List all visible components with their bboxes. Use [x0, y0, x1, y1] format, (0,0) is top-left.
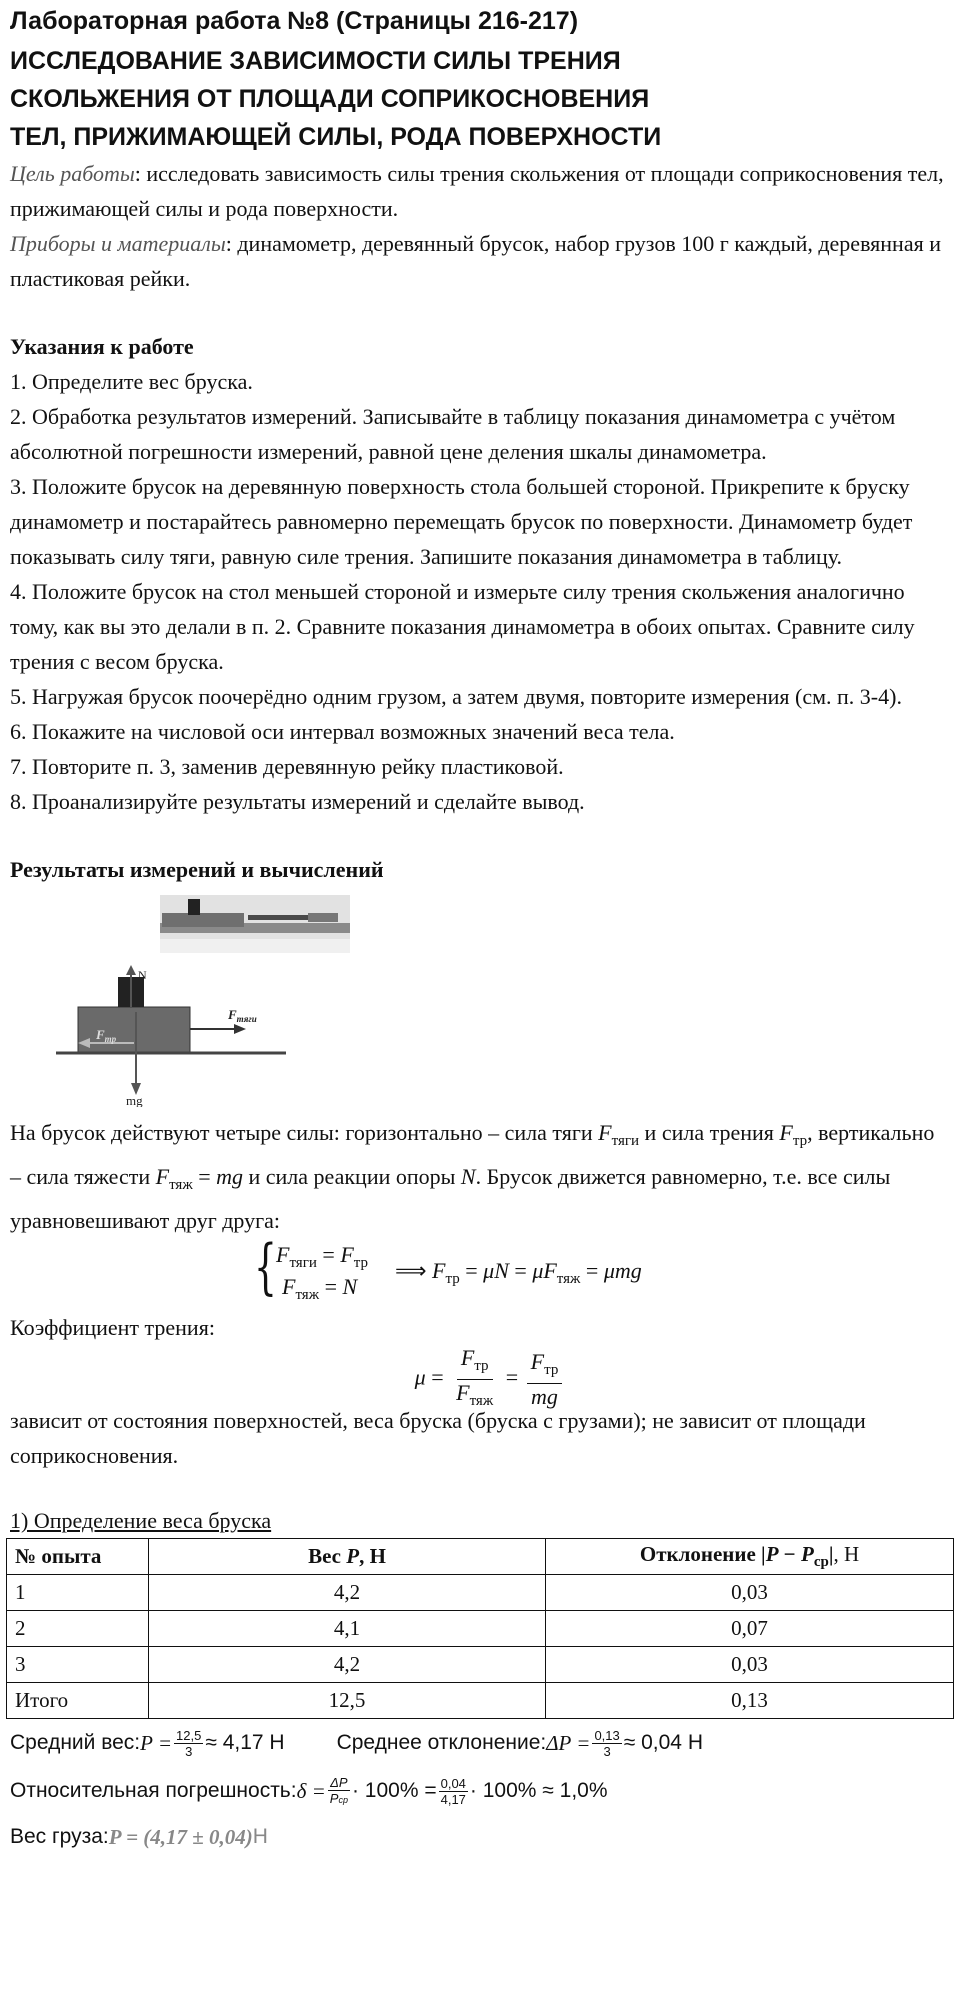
rel-fraction: [328, 1775, 350, 1808]
col-header-text: cp: [813, 1554, 829, 1570]
col-header-text: |: [828, 1542, 834, 1566]
final-unit: Н: [252, 1825, 268, 1848]
forces-text: и сила реакции опоры: [243, 1164, 461, 1189]
sym-sub: тяги: [289, 1255, 317, 1271]
topic-line: ТЕЛ, ПРИЖИМАЮЩЕЙ СИЛЫ, РОДА ПОВЕРХНОСТИ: [10, 123, 662, 151]
sym: =: [580, 1258, 604, 1283]
coef-label: Коэффициент трения:: [10, 1315, 215, 1340]
cell-number: 2: [7, 1611, 149, 1647]
sym-sub: тяги: [611, 1133, 640, 1149]
sym: N: [460, 1164, 476, 1189]
avg-fraction: [174, 1728, 203, 1759]
table-row: [7, 1575, 954, 1611]
average-line: Средний вес: P = $\frac{12,5}{3}$ ≈ 4,17 Н Среднее отклонение: ΔP = $\frac{0,13}{3}$ ≈ 0,04 Н: [10, 1727, 703, 1759]
cell-deviation: 0,03: [546, 1575, 954, 1611]
col-header: № опыта: [7, 1539, 149, 1575]
sym: F: [282, 1274, 296, 1299]
forces-text: и сила трения: [639, 1120, 780, 1145]
col-header-text: , Н: [833, 1542, 860, 1566]
experiment-figure: [10, 887, 950, 1115]
cell-weight: 4,1: [149, 1611, 546, 1647]
sym: F: [432, 1258, 446, 1283]
balance-formula: [10, 1232, 950, 1310]
final-label: Вес груза:: [10, 1825, 109, 1848]
tools-label: Приборы и материалы: [10, 231, 226, 256]
goal-paragraph: [10, 156, 950, 226]
final-weight-line: [10, 1815, 950, 1859]
brace: {: [254, 1232, 277, 1302]
sym: =: [192, 1164, 217, 1189]
cell-number: Итого: [7, 1683, 149, 1719]
sym-sub: тр: [792, 1133, 808, 1149]
frac-num: ΔP: [330, 1774, 348, 1790]
cell-weight: 4,2: [149, 1575, 546, 1611]
rel-fraction-2: [439, 1776, 468, 1807]
label-f-fr: F: [96, 1027, 105, 1042]
cell-number: 3: [7, 1647, 149, 1683]
col-header-text: |P − P: [761, 1542, 814, 1566]
label-f-pull: F: [228, 1007, 237, 1022]
col-header: [546, 1539, 954, 1575]
weight-section-heading: 1) Определение веса бруска: [10, 1508, 272, 1533]
sym: =: [316, 1242, 341, 1267]
col-header-text: P: [346, 1544, 360, 1568]
dev-label: Среднее отклонение:: [336, 1731, 547, 1754]
sym: N: [342, 1274, 358, 1299]
frac-den: P: [329, 1790, 339, 1806]
frac-den: 3: [185, 1743, 193, 1759]
instruction-step: 5. Нагружая брусок поочерёдно одним грузом, а затем двумя, повторите измерения (см. п. 3-4).: [10, 684, 902, 709]
dev-result: ≈ 0,04 Н: [623, 1731, 703, 1754]
tools-text: : динамометр, деревянный брусок, набор грузов 100 г каждый, деревянная и пластиковая рейки.: [10, 231, 941, 291]
sym: μF: [532, 1258, 557, 1283]
friction-equation: [395, 1258, 642, 1288]
frac-num: 12,5: [176, 1727, 202, 1743]
sym: mg: [531, 1384, 558, 1409]
sym-sub: тяж: [169, 1177, 193, 1193]
forces-text: На брусок действуют четыре силы: горизонтально – сила тяги: [10, 1120, 599, 1145]
force-diagram: [56, 957, 296, 1107]
sym: μN: [483, 1258, 509, 1283]
cell-number: 1: [7, 1575, 149, 1611]
avg-label: Средний вес:: [10, 1731, 141, 1754]
tools-paragraph: [10, 226, 950, 296]
instruction-step: 7. Повторите п. 3, заменив деревянную рейку пластиковой.: [10, 754, 564, 779]
experiment-photo: [160, 895, 350, 953]
avg-result: ≈ 4,17 Н: [205, 1731, 285, 1754]
forces-text: . Брусок движется равномерно, т.е. все силы уравновешивают друг друга:: [10, 1164, 891, 1233]
label-f-pull-sub: тяги: [236, 1014, 257, 1024]
weight-table: [6, 1538, 954, 1719]
system-line-2: [282, 1274, 357, 1304]
sym: =: [500, 1364, 524, 1390]
sym-sub: тяж: [556, 1271, 581, 1287]
table-row: [7, 1683, 954, 1719]
col-header-text: , Н: [359, 1544, 386, 1568]
sym: F: [460, 1345, 475, 1370]
cell-deviation: 0,13: [546, 1683, 954, 1719]
sym: μ: [414, 1364, 426, 1390]
instruction-step: 1. Определите вес бруска.: [10, 369, 253, 394]
cell-deviation: 0,03: [546, 1647, 954, 1683]
sym: =: [425, 1364, 450, 1390]
sym-sub: тр: [474, 1358, 489, 1374]
document-page: [10, 0, 950, 1859]
sym-sub: тяж: [295, 1287, 320, 1303]
instruction-step: 6. Покажите на числовой оси интервал возможных значений веса тела.: [10, 719, 675, 744]
rel-label: Относительная погрешность:: [10, 1779, 297, 1802]
lab-topic: [10, 42, 950, 156]
sym: =: [459, 1258, 484, 1283]
sym: F: [276, 1242, 290, 1267]
sym: ⟹: [395, 1258, 433, 1283]
block-body: [78, 1007, 190, 1052]
rel-mid: · 100% =: [351, 1779, 437, 1802]
cell-weight: 4,2: [149, 1647, 546, 1683]
sym: =: [319, 1274, 343, 1299]
frac-num: 0,04: [440, 1775, 466, 1791]
sym: mg: [216, 1164, 243, 1189]
sym: F: [779, 1120, 793, 1145]
dev-fraction: [592, 1728, 621, 1759]
coef-formula: [10, 1345, 950, 1409]
fraction: [527, 1349, 563, 1410]
cell-deviation: 0,07: [546, 1611, 954, 1647]
instruction-step: 3. Положите брусок на деревянную поверхность стола большей стороной. Прикрепите к бруску динамометр и постарайтесь равномерно перемещать брусок по поверхности. Динамометр будет показывать силу тяги, равную силе трения. Запишите показания динамометра в таблицу.: [10, 474, 913, 569]
frac-den: 4,17: [440, 1791, 466, 1807]
svg-text:Fтяги: [227, 1007, 257, 1024]
table-row: [7, 1647, 954, 1683]
goal-text: : исследовать зависимость силы трения скольжения от площади соприкосновения тел, прижимающей силы и рода поверхности.: [10, 161, 944, 221]
instruction-step: 2. Обработка результатов измерений. Записывайте в таблицу показания динамометра с учётом абсолютной погрешности измерений, равной цене деления шкалы динамометра.: [10, 404, 896, 464]
sym: =: [508, 1258, 533, 1283]
sym: F: [598, 1120, 612, 1145]
system-line-1: [276, 1242, 368, 1272]
sym-sub: тяж: [469, 1393, 494, 1409]
depends-paragraph: зависит от состояния поверхностей, веса бруска (бруска с грузами); не зависит от площади соприкосновения.: [10, 1408, 866, 1468]
sym: F: [155, 1164, 170, 1189]
sym-sub: тр: [353, 1255, 369, 1271]
final-value: P = (4,17 ± 0,04): [108, 1824, 253, 1849]
label-n: N: [138, 968, 147, 982]
col-header: [149, 1539, 546, 1575]
instruction-step: 4. Положите брусок на стол меньшей стороной и измерьте силу трения скольжения аналогично тому, как вы это делали в п. 2. Сравните показания динамометра в обоих опытах. Сравните силу трения с весом бруска.: [10, 579, 915, 674]
label-f-fr-sub: тр: [104, 1034, 117, 1044]
forces-text: , вертикально – сила тяжести: [10, 1120, 935, 1189]
sym-sub: тр: [445, 1271, 460, 1287]
frac-num: 0,13: [594, 1727, 620, 1743]
results-heading: Результаты измерений и вычислений: [10, 857, 384, 882]
instruction-step: 8. Проанализируйте результаты измерений и сделайте вывод.: [10, 789, 585, 814]
sym-sub: тр: [544, 1362, 559, 1378]
rel-result: · 100% ≈ 1,0%: [469, 1779, 608, 1802]
table-header-row: [7, 1539, 954, 1575]
sym: μmg: [603, 1258, 642, 1283]
col-header-text: Отклонение: [639, 1542, 762, 1566]
table-row: [7, 1611, 954, 1647]
cell-weight: 12,5: [149, 1683, 546, 1719]
topic-line: ИССЛЕДОВАНИЕ ЗАВИСИМОСТИ СИЛЫ ТРЕНИЯ: [10, 47, 621, 75]
forces-paragraph: [10, 1115, 950, 1238]
label-mg: mg: [126, 1093, 143, 1107]
relative-error-line: Относительная погрешность: δ = ΔP Pcp · 100% = $\frac{0,04}{4,17}$ · 100% ≈ 1,0%: [10, 1774, 608, 1807]
sym: F: [530, 1349, 545, 1374]
col-header-text: Вес: [308, 1544, 347, 1568]
topic-line: СКОЛЬЖЕНИЯ ОТ ПЛОЩАДИ СОПРИКОСНОВЕНИЯ: [10, 85, 650, 113]
frac-den: 3: [603, 1743, 611, 1759]
instructions-heading: Указания к работе: [10, 334, 194, 359]
lab-title: Лабораторная работа №8 (Страницы 216-217): [10, 7, 579, 35]
sym: F: [340, 1242, 354, 1267]
frac-den-sub: cp: [338, 1794, 348, 1805]
sym: F: [456, 1380, 470, 1405]
goal-label: Цель работы: [10, 161, 135, 186]
